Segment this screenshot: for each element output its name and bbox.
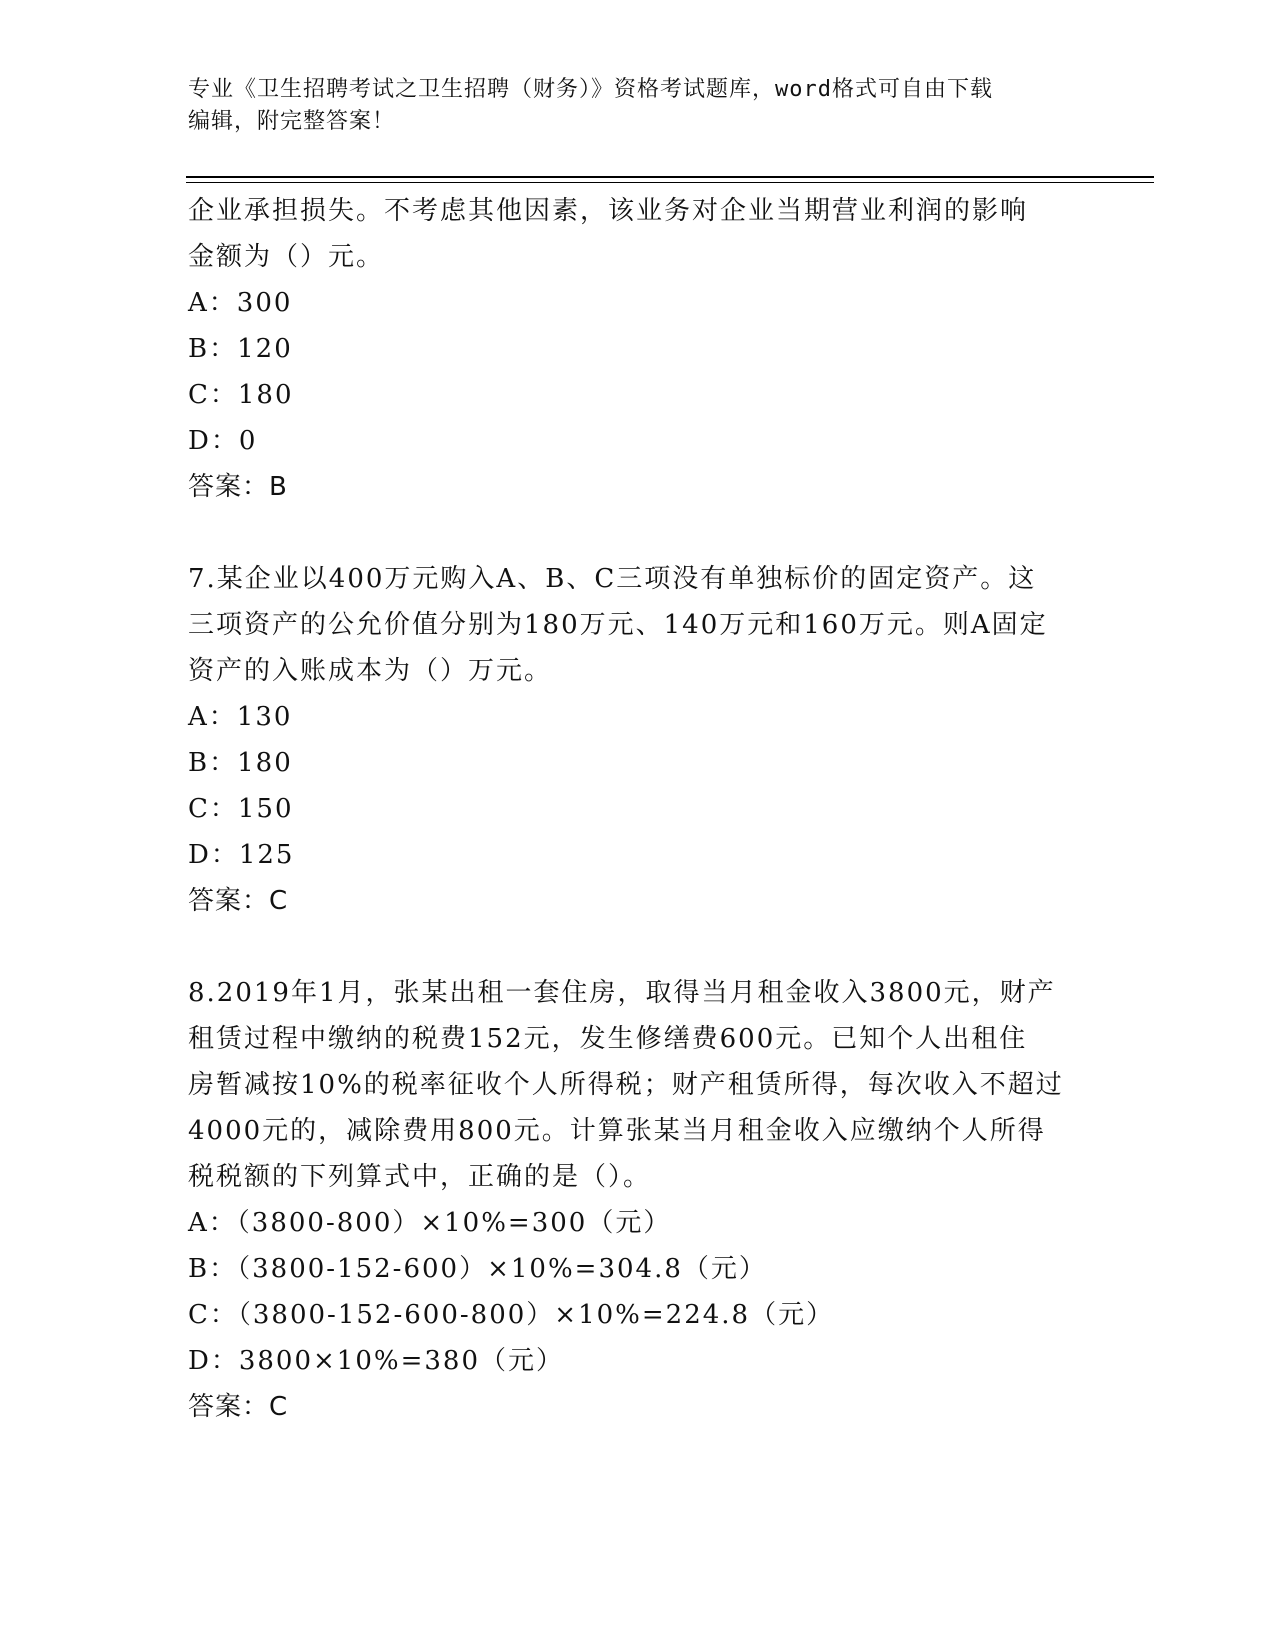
option-a: A：（3800-800）×10%=300（元）	[188, 1208, 672, 1238]
question-8	[188, 970, 1088, 1430]
header-line-2: 编辑，附完整答案！	[188, 109, 396, 134]
option-b: B：180	[188, 748, 293, 778]
question-gap	[188, 924, 1088, 970]
option-d: D：0	[188, 426, 258, 456]
option-c: C：150	[188, 794, 294, 824]
option-b: B：（3800-152-600）×10%=304.8（元）	[188, 1254, 767, 1284]
question-content	[188, 188, 1088, 1430]
question-gap	[188, 510, 1088, 556]
question-stem-line: 8.2019年1月，张某出租一套住房，取得当月租金收入3800元，财产	[188, 978, 1056, 1008]
option-d: D：125	[188, 840, 295, 870]
option-a: A：130	[188, 702, 293, 732]
question-stem-line: 资产的入账成本为（）万元。	[188, 656, 553, 686]
question-stem-line: 金额为（）元。	[188, 242, 385, 272]
answer-line: 答案：B	[188, 472, 288, 502]
answer-line: 答案：C	[188, 886, 289, 916]
question-stem-line: 7.某企业以400万元购入A、B、C三项没有单独标价的固定资产。这	[188, 564, 1037, 594]
option-a: A：300	[188, 288, 293, 318]
question-6	[188, 188, 1088, 510]
option-b: B：120	[188, 334, 293, 364]
question-stem-line: 三项资产的公允价值分别为180万元、140万元和160万元。则A固定	[188, 610, 1048, 640]
header-line-1: 专业《卫生招聘考试之卫生招聘（财务）》资格考试题库，word格式可自由下载	[188, 77, 993, 102]
option-d: D：3800×10%=380（元）	[188, 1346, 564, 1376]
question-stem-line: 房暂减按10%的税率征收个人所得税；财产租赁所得，每次收入不超过	[188, 1070, 1064, 1100]
question-stem-line: 企业承担损失。不考虑其他因素，该业务对企业当期营业利润的影响	[188, 196, 1029, 226]
header-divider-thin	[186, 182, 1154, 183]
question-stem-line: 租赁过程中缴纳的税费152元，发生修缮费600元。已知个人出租住	[188, 1024, 1028, 1054]
answer-line: 答案：C	[188, 1392, 289, 1422]
question-stem-line: 税税额的下列算式中，正确的是（）。	[188, 1162, 652, 1192]
question-stem-line: 4000元的，减除费用800元。计算张某当月租金收入应缴纳个人所得	[188, 1116, 1046, 1146]
page-header	[188, 74, 1088, 138]
option-c: C：（3800-152-600-800）×10%=224.8（元）	[188, 1300, 835, 1330]
header-divider-thick	[186, 176, 1154, 178]
question-7	[188, 556, 1088, 924]
option-c: C：180	[188, 380, 294, 410]
